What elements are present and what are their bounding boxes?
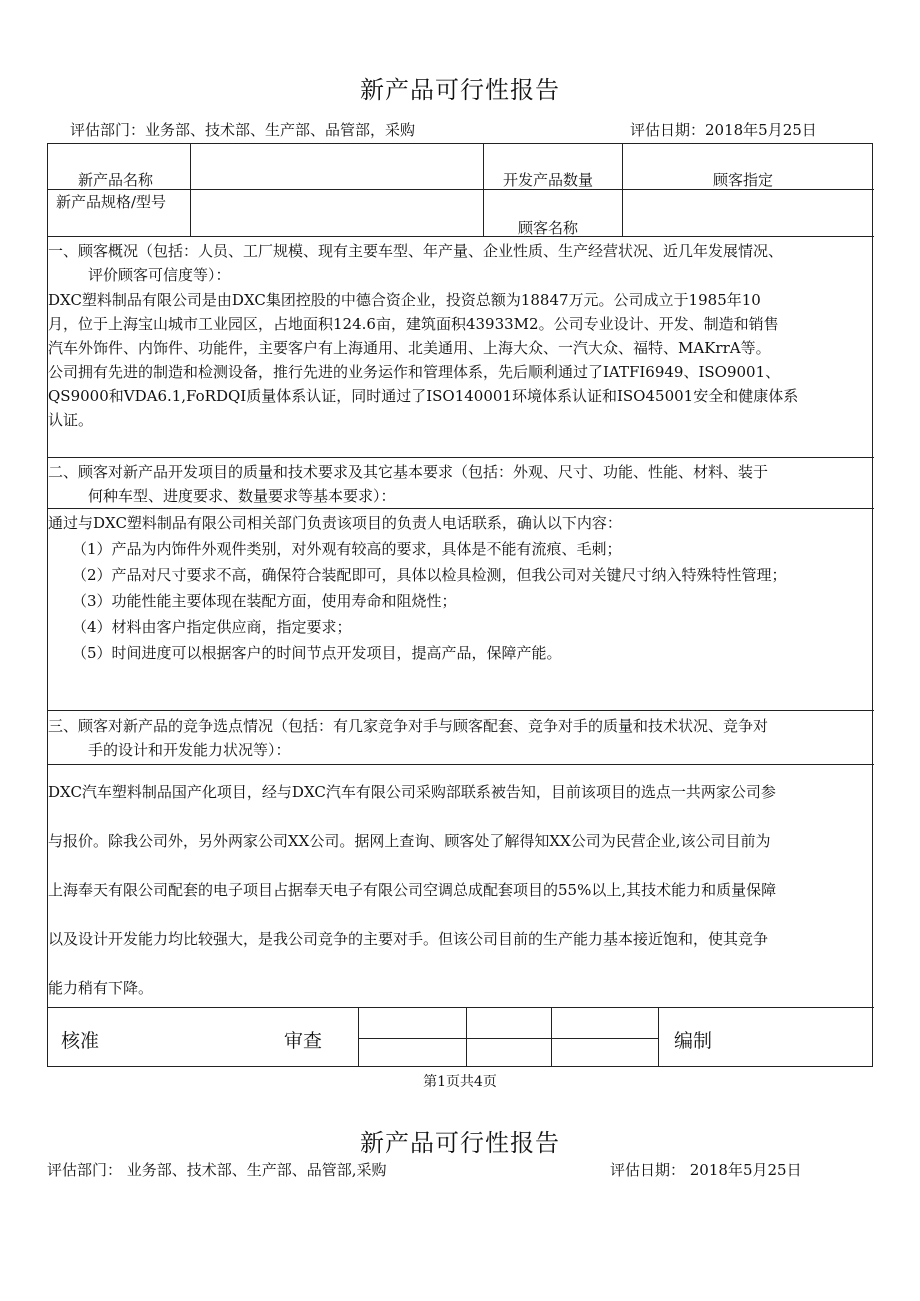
product-spec-label: 新产品规格/型号 — [56, 193, 167, 211]
sig-divider — [658, 1007, 659, 1067]
list-item: （4）材料由客户指定供应商，指定要求； — [72, 618, 352, 636]
page-number: 第1页共4页 — [423, 1074, 497, 1090]
compile-label: 编制 — [674, 1030, 713, 1052]
col-divider — [483, 144, 484, 236]
product-name-value[interactable] — [236, 149, 476, 185]
sig-divider — [551, 1007, 552, 1067]
list-item: （3）功能性能主要体现在装配方面，使用寿命和阻烧性； — [72, 592, 457, 610]
section2-intro: 通过与DXC塑料制品有限公司相关部门负责该项目的负责人电话联系，确认以下内容： — [48, 514, 622, 532]
customer-name-label: 顾客名称 — [518, 219, 579, 237]
sig-divider — [358, 1038, 658, 1039]
approve-label: 核准 — [61, 1030, 100, 1052]
page2-title: 新产品可行性报告 — [360, 1129, 560, 1157]
page2-evaluation-date: 评估日期： 2018年5月25日 — [610, 1161, 802, 1179]
dev-quantity-label: 开发产品数量 — [503, 171, 594, 189]
row-divider — [48, 457, 874, 458]
product-name-label: 新产品名称 — [78, 171, 154, 189]
customer-designated-label: 顾客指定 — [713, 171, 774, 189]
section2-title: 二、顾客对新产品开发项目的质量和技术要求及其它基本要求（包括：外观、尺寸、功能、性能、材料、装于 何种车型、进度要求、数量要求等基本要求）： — [48, 463, 769, 505]
row-divider — [48, 764, 874, 765]
evaluation-departments: 评估部门：业务部、技术部、生产部、品管部，采购 — [70, 121, 416, 139]
list-item: （2）产品对尺寸要求不高，确保符合装配即可，具体以检具检测，但我公司对关键尺寸纳入特殊特性管理； — [72, 566, 787, 584]
section1-title: 一、顾客概况（包括：人员、工厂规模、现有主要车型、年产量、企业性质、生产经营状况、近几年发展情况、 评价顾客可信度等）： — [48, 242, 784, 284]
row-divider — [48, 508, 874, 509]
section3-body: DXC汽车塑料制品国产化项目，经与DXC汽车有限公司采购部联系被告知，目前该项目的选点一共两家公司参 与报价。除我公司外，另外两家公司XX公司。据网上查询、顾客处了解得知XX公司为民营企业,该公司目前为 上海奉天有限公司配套的电子项目占据奉天电子有限公司空调总成配套项目的55%以上,其技术能力和质量保障 以及设计开发能力均比较强大，是我公司竞争的主要对手。但该公司目前的生产能力基本接近饱和，使其竞争 能力稍有下降。 — [48, 783, 777, 997]
page-title: 新产品可行性报告 — [360, 76, 560, 104]
evaluation-date: 评估日期：2018年5月25日 — [630, 121, 817, 139]
row-divider — [48, 236, 874, 237]
list-item: （1）产品为内饰件外观件类别，对外观有较高的要求，具体是不能有流痕、毛刺； — [72, 540, 622, 558]
sig-divider — [466, 1007, 467, 1067]
feasibility-table — [47, 143, 873, 1067]
section2-body — [48, 510, 787, 666]
review-label: 审查 — [284, 1030, 323, 1052]
row-divider — [48, 710, 874, 711]
section1-body: DXC塑料制品有限公司是由DXC集团控股的中德合资企业，投资总额为18847万元。公司成立于1985年10 月，位于上海宝山城市工业园区，占地面积124.6亩，建筑面积43933M2。公司专业设计、开发、制造和销售 汽车外饰件、内饰件、功能件，主要客户有上海通用、北美通用、上海大众、一汽大众、福特、MAKrrA等。 公司拥有先进的制造和检测设备，推行先进的业务运作和管理体系，先后顺利通过了IATFI6949、ISO9001、 QS9000和VDA6.1,FoRDQI质量体系认证，同时通过了ISO140001环境体系认证和ISO45001安全和健康体系 认证。 — [48, 291, 799, 429]
col-divider — [190, 144, 191, 236]
col-divider — [622, 144, 623, 236]
page2-evaluation-departments: 评估部门： 业务部、技术部、生产部、品管部,采购 — [47, 1161, 387, 1179]
list-item: （5）时间进度可以根据客户的时间节点开发项目，提高产品，保障产能。 — [72, 644, 562, 662]
sig-divider — [358, 1007, 359, 1067]
section3-title: 三、顾客对新产品的竞争选点情况（包括：有几家竞争对手与顾客配套、竞争对手的质量和技术状况、竞争对 手的设计和开发能力状况等）： — [48, 717, 769, 759]
